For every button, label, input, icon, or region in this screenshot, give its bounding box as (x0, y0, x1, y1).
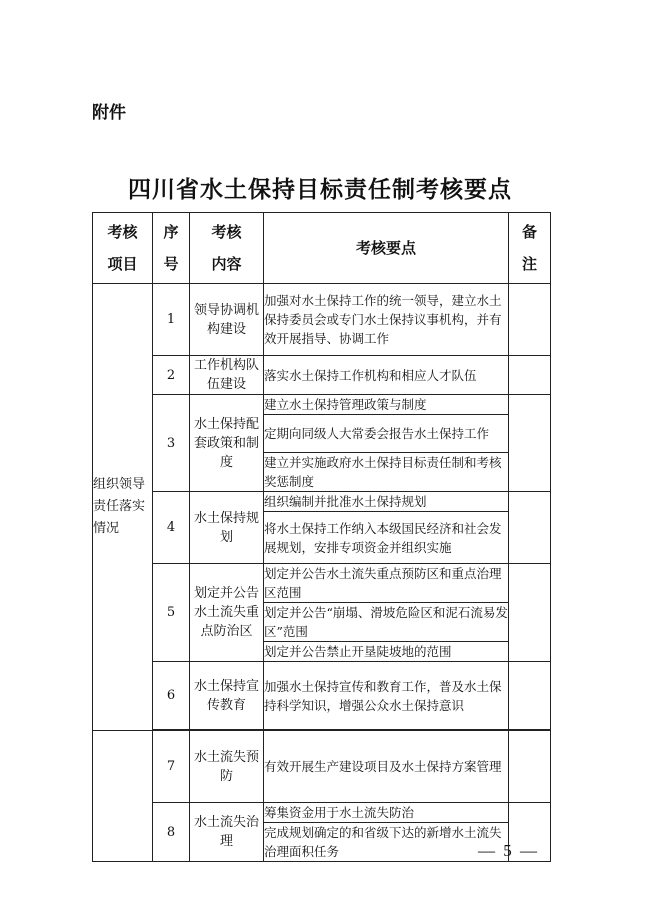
note-cell (509, 662, 551, 730)
row-number: 3 (153, 395, 190, 492)
assessment-point: 划定并公告水土流失重点预防区和重点治理区范围 (264, 564, 509, 603)
row-number: 8 (153, 803, 190, 862)
assessment-point: 划定并公告禁止开垦陡坡地的范围 (264, 642, 509, 662)
document-title: 四川省水土保持目标责任制考核要点 (128, 177, 512, 203)
row-number: 4 (153, 492, 190, 564)
assessment-point: 落实水土保持工作机构和相应人才队伍 (264, 356, 509, 395)
table-row (93, 492, 551, 512)
column-header-content: 考核 内容 (190, 213, 264, 284)
row-number: 6 (153, 662, 190, 730)
assessment-item-cell-blank (93, 731, 153, 862)
row-number: 7 (153, 731, 190, 803)
assessment-point: 组织编制并批准水土保持规划 (264, 492, 509, 512)
assessment-content: 领导协调机构建设 (190, 284, 264, 356)
assessment-content: 划定并公告水土流失重点防治区 (190, 564, 264, 662)
table-row (93, 803, 551, 823)
column-header-points: 考核要点 (264, 213, 509, 284)
table-row (93, 731, 551, 803)
assessment-point: 加强对水土保持工作的统一领导，建立水土保持委员会或专门水土保持议事机构，并有效开展指导、协调工作 (264, 284, 509, 356)
assessment-point: 有效开展生产建设项目及水土保持方案管理 (264, 731, 509, 803)
assessment-point: 完成规划确定的和省级下达的新增水土流失治理面积任务 (264, 823, 509, 862)
table-row (93, 662, 551, 730)
assessment-content: 工作机构队伍建设 (190, 356, 264, 395)
assessment-point: 定期向同级人大常委会报告水土保持工作 (264, 415, 509, 453)
assessment-item-cell: 组织领导责任落实情况 (93, 284, 153, 731)
assessment-content: 水土流失预防 (190, 731, 264, 803)
assessment-content: 水土保持规划 (190, 492, 264, 564)
note-cell (509, 395, 551, 492)
table-row (93, 395, 551, 415)
assessment-point: 建立并实施政府水土保持目标责任制和考核奖惩制度 (264, 453, 509, 492)
column-header-item: 考核 项目 (93, 213, 153, 284)
assessment-point: 筹集资金用于水土流失防治 (264, 803, 509, 823)
table-row (93, 284, 551, 356)
assessment-point: 划定并公告“崩塌、滑坡危险区和泥石流易发区”范围 (264, 603, 509, 642)
assessment-point: 建立水土保持管理政策与制度 (264, 395, 509, 415)
assessment-content: 水土保持配套政策和制度 (190, 395, 264, 492)
table-row (93, 564, 551, 603)
row-number: 2 (153, 356, 190, 395)
note-cell (509, 492, 551, 564)
row-number: 1 (153, 284, 190, 356)
note-cell (509, 356, 551, 395)
note-cell (509, 284, 551, 356)
table-header-row (93, 213, 551, 284)
assessment-content: 水土保持宣传教育 (190, 662, 264, 730)
page-number: — 5 — (478, 841, 539, 860)
assessment-point: 将水土保持工作纳入本级国民经济和社会发展规划，安排专项资金并组织实施 (264, 512, 509, 564)
note-cell (509, 731, 551, 803)
row-number: 5 (153, 564, 190, 662)
assessment-content: 水土流失治理 (190, 803, 264, 862)
attachment-label: 附件 (92, 103, 126, 123)
column-header-note: 备 注 (509, 213, 551, 284)
assessment-table (92, 212, 551, 862)
column-header-index: 序 号 (153, 213, 190, 284)
table-row (93, 356, 551, 395)
assessment-point: 加强水土保持宣传和教育工作，普及水土保持科学知识，增强公众水土保持意识 (264, 662, 509, 730)
note-cell (509, 564, 551, 662)
